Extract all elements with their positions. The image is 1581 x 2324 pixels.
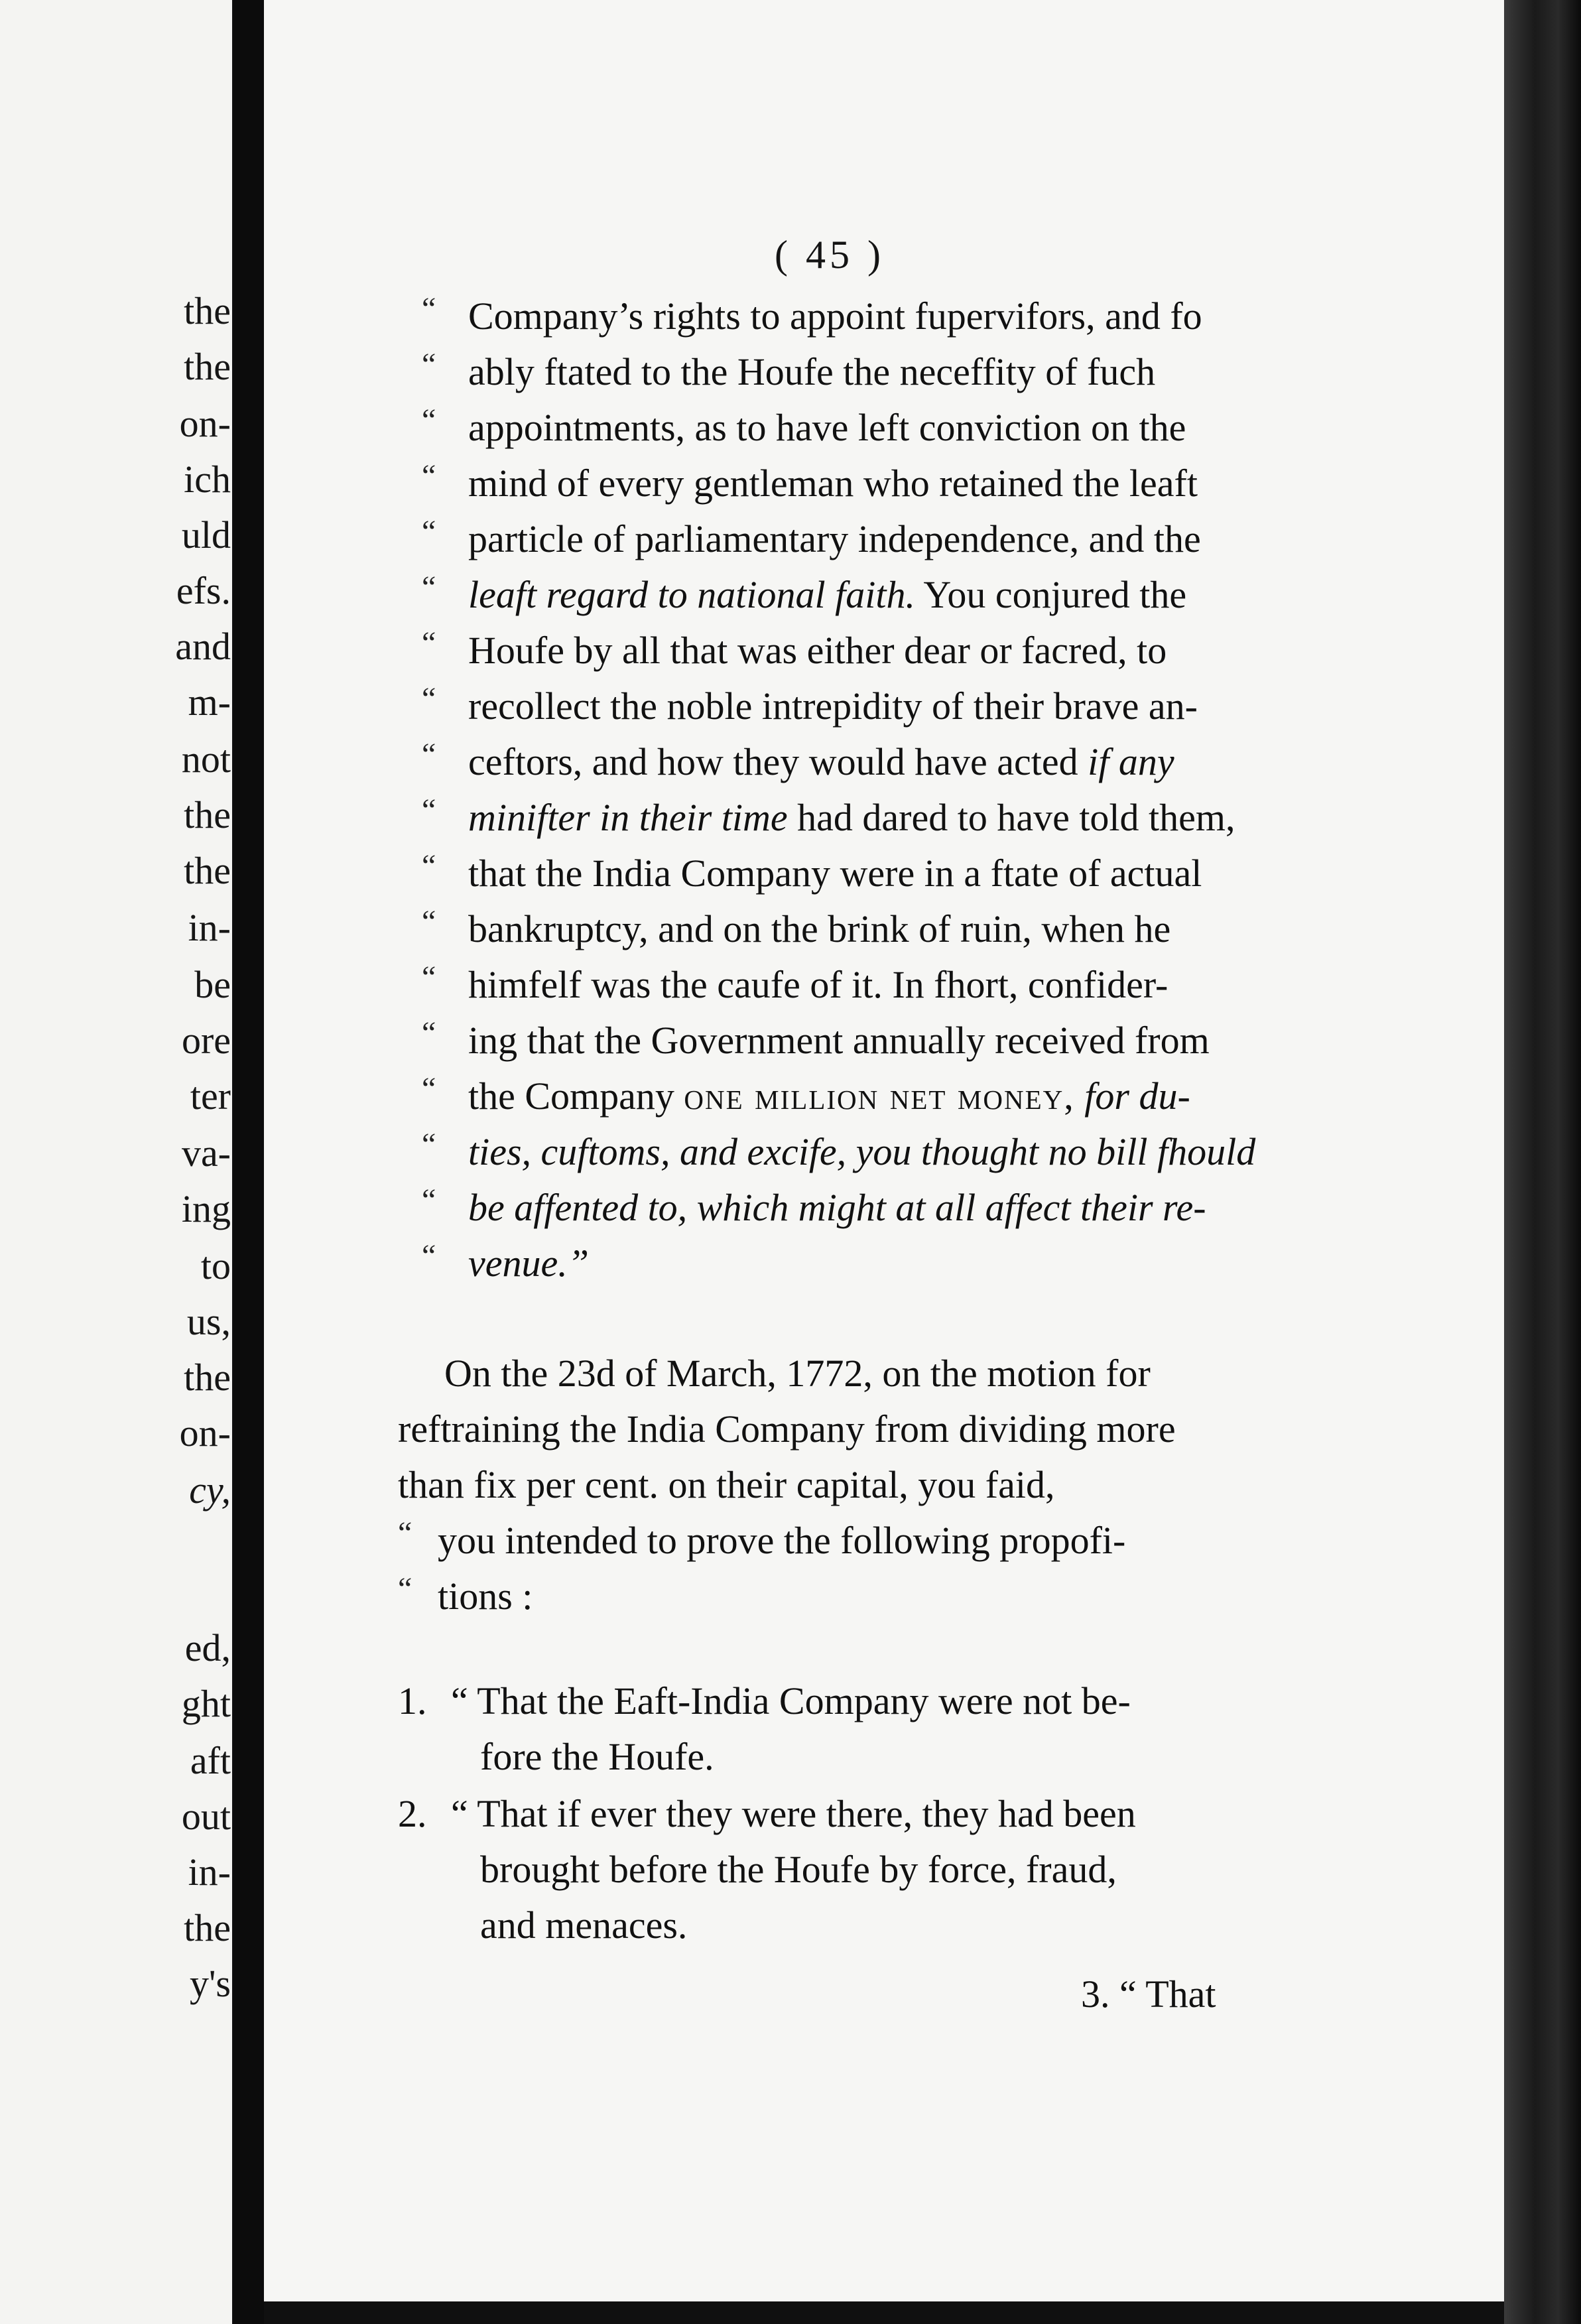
quote-line-rest: had dared to have told them,: [787, 796, 1235, 839]
quote-line: Company’s rights to appoint fupervifors, and fo: [468, 294, 1202, 338]
quote-line: ably ftated to the Houfe the neceffity of fuch: [468, 350, 1156, 393]
quote-mark: “: [422, 1183, 436, 1218]
quote-mark: “: [422, 1071, 436, 1106]
quote-mark: “: [422, 1238, 436, 1273]
quote-line: appointments, as to have left conviction on the: [468, 406, 1186, 449]
left-fragment: us,: [186, 1300, 231, 1343]
quote-mark: “: [422, 403, 436, 438]
left-page-fragment: [0, 0, 232, 2324]
left-fragment: y's: [189, 1962, 231, 2005]
quote-mark: “: [422, 1015, 436, 1051]
left-fragment: and: [175, 625, 231, 668]
quote-line: ing that the Government annually received from: [468, 1019, 1210, 1062]
left-fragment: the: [184, 849, 231, 892]
quote-mark: “: [422, 737, 436, 772]
quote-mark: “: [422, 570, 436, 605]
left-fragment: in-: [188, 1850, 231, 1894]
proposition-line: “ That if ever they were there, they had been: [451, 1792, 1136, 1835]
page-45: [264, 0, 1504, 2301]
quote-mark: “: [422, 514, 436, 549]
quote-line-rest: You conjured the: [915, 573, 1187, 616]
paragraph-line: reftraining the India Company from dividing more: [398, 1407, 1176, 1451]
quote-mark: “: [398, 1516, 412, 1551]
quote-line: [468, 573, 1187, 616]
quote-mark: “: [422, 848, 436, 883]
quote-line: bankruptcy, and on the brink of ruin, when he: [468, 907, 1171, 950]
small-caps-phrase: one million net money,: [684, 1074, 1075, 1118]
left-fragment: uld: [181, 513, 231, 556]
paragraph-line: you intended to prove the following propofi-: [438, 1519, 1126, 1562]
proposition-number: 2.: [398, 1792, 427, 1835]
quote-line: mind of every gentleman who retained the leaft: [468, 462, 1198, 505]
left-fragment: ing: [181, 1187, 231, 1230]
quote-mark: “: [422, 347, 436, 382]
quote-mark: “: [422, 1127, 436, 1162]
italic-phrase: for du-: [1074, 1074, 1190, 1118]
quote-mark: “: [422, 291, 436, 326]
proposition-number: 1.: [398, 1679, 427, 1722]
left-fragment: in-: [188, 906, 231, 949]
left-fragment: the: [184, 1356, 231, 1399]
left-fragment: cy,: [189, 1468, 231, 1512]
quote-line: be affented to, which might at all affect their re-: [468, 1186, 1206, 1229]
paragraph-line: than fix per cent. on their capital, you faid,: [398, 1463, 1055, 1506]
left-fragment: be: [194, 963, 231, 1006]
italic-phrase: leaft regard to national faith.: [468, 573, 915, 616]
proposition-line: brought before the Houfe by force, fraud,: [480, 1848, 1117, 1891]
quote-line: ties, cuftoms, and excife, you thought no bill fhould: [468, 1130, 1256, 1173]
quote-mark: “: [422, 681, 436, 716]
page-number: ( 45 ): [775, 233, 885, 277]
left-fragment: the: [184, 793, 231, 836]
quote-line: [468, 796, 1235, 839]
quote-line: that the India Company were in a ftate of actual: [468, 852, 1202, 895]
page-gutter: [233, 0, 264, 2324]
left-fragment: efs.: [176, 569, 231, 612]
quote-line: venue.”: [468, 1242, 589, 1285]
quote-mark: “: [422, 625, 436, 661]
paragraph-line: On the 23d of March, 1772, on the motion for: [444, 1352, 1151, 1395]
quote-line-start: the Company: [468, 1074, 684, 1118]
left-fragment: aft: [190, 1739, 231, 1782]
left-fragment: to: [200, 1244, 231, 1287]
left-fragment: ore: [181, 1019, 231, 1062]
quote-mark: “: [422, 793, 436, 828]
page-edge-shadow: [1504, 0, 1581, 2324]
left-fragment: ght: [181, 1682, 231, 1725]
left-fragment: not: [181, 738, 231, 781]
proposition-line: and menaces.: [480, 1904, 688, 1947]
proposition-line: “ That the Eaft-India Company were not be-: [451, 1679, 1131, 1722]
quote-line: recollect the noble intrepidity of their brave an-: [468, 684, 1198, 728]
left-fragment: ed,: [184, 1626, 231, 1669]
quote-mark: “: [422, 960, 436, 995]
left-fragment: the: [184, 345, 231, 388]
quote-line: [468, 740, 1174, 783]
proposition-line: fore the Houfe.: [480, 1735, 714, 1778]
quote-line: particle of parliamentary independence, and the: [468, 517, 1201, 560]
left-fragment: on-: [179, 402, 231, 445]
catchword: 3. “ That: [1081, 1972, 1216, 2016]
left-fragment: ich: [184, 458, 231, 501]
left-fragment: m-: [188, 680, 231, 724]
left-fragment: out: [181, 1795, 231, 1838]
quote-mark: “: [422, 458, 436, 493]
left-fragment: va-: [181, 1131, 231, 1175]
left-fragment: the: [184, 289, 231, 332]
left-fragment: on-: [179, 1411, 231, 1454]
quote-mark: “: [398, 1571, 412, 1606]
left-fragment: the: [184, 1906, 231, 1949]
italic-phrase: minifter in their time: [468, 796, 788, 839]
quote-line-start: ceftors, and how they would have acted: [468, 740, 1088, 783]
quote-mark: “: [422, 904, 436, 939]
paragraph-line: tions :: [438, 1575, 533, 1618]
quote-line: [468, 1074, 1190, 1118]
quote-line: Houfe by all that was either dear or facred, to: [468, 629, 1167, 672]
quote-line: himfelf was the caufe of it. In fhort, confider-: [468, 963, 1169, 1006]
left-fragment: ter: [190, 1074, 231, 1118]
italic-phrase: if any: [1088, 740, 1174, 783]
